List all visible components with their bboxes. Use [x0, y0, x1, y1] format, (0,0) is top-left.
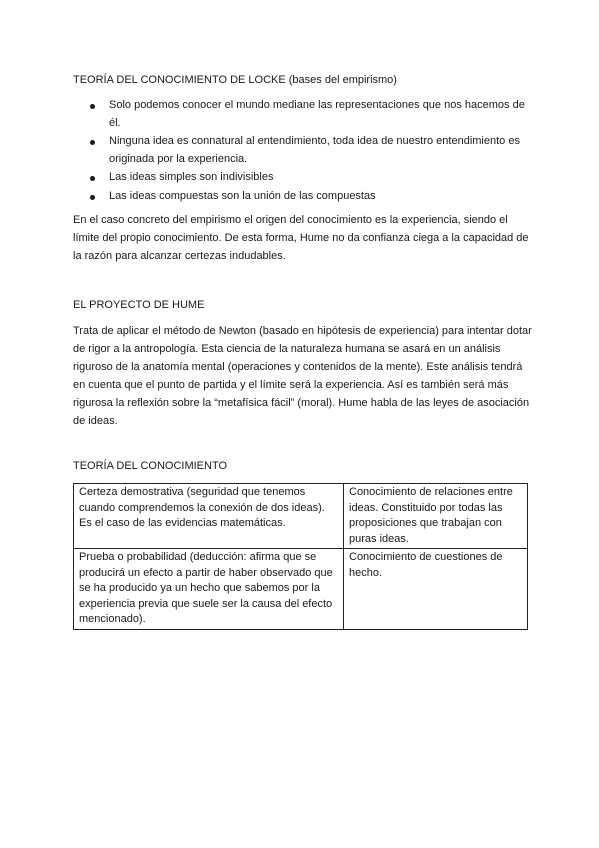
table-row [74, 549, 528, 630]
hume-paragraph: Trata de aplicar el método de Newton (basado en hipótesis de experiencia) para intentar dotar de rigor a la antropología. Esta ciencia de la naturaleza humana se asará en un análisis riguroso de la anatomía mental (operaciones y contenidos de la mente). Este análisis tendrá en cuenta que el punto de partida y el límite será la experiencia. Así es también será más rigurosa la reflexión sobre la “metafísica fácil” (moral). Hume habla de las leyes de asociación de ideas. [73, 325, 532, 427]
hume-section-title: EL PROYECTO DE HUME [73, 299, 205, 311]
table-row [74, 484, 528, 549]
bullet-icon [90, 176, 95, 181]
table-cell: Conocimiento de cuestiones de hecho. [344, 549, 528, 630]
table-cell: Conocimiento de relaciones entre ideas. Constituido por todas las proposiciones que trabajan con puras ideas. [344, 484, 528, 549]
empirismo-paragraph: En el caso concreto del empirismo el origen del conocimiento es la experiencia, siendo el límite del propio conocimiento. De esta forma, Hume no da confianza ciega a la capacidad de la razón para alcanzar certezas indudables. [73, 214, 529, 262]
bullet-icon [90, 140, 95, 145]
knowledge-table [73, 483, 528, 630]
bullet-text: Las ideas simples son indivisibles [109, 171, 274, 183]
list-item [73, 188, 533, 206]
list-item [73, 169, 533, 187]
table-cell: Certeza demostrativa (seguridad que tenemos cuando comprendemos la conexión de dos ideas). Es el caso de las evidencias matemáticas. [74, 484, 344, 549]
bullet-text: Las ideas compuestas son la unión de las compuestas [109, 189, 376, 202]
bullet-icon [90, 104, 95, 109]
locke-section-title: TEORÍA DEL CONOCIMIENTO DE LOCKE (bases del empirismo) [73, 74, 397, 86]
table-cell: Prueba o probabilidad (deducción: afirma que se producirá un efecto a partir de haber observado que se ha producido ya un hecho que sabemos por la experiencia previa que suele ser la causa del efecto mencionado). [74, 549, 344, 630]
conocimiento-section-title: TEORÍA DEL CONOCIMIENTO [73, 460, 228, 472]
locke-bullet-list [73, 97, 533, 206]
list-item [73, 133, 533, 168]
list-item [73, 97, 533, 132]
bullet-text: Solo podemos conocer el mundo mediane las representaciones que nos hacemos de él. [109, 99, 525, 129]
bullet-text: Ninguna idea es connatural al entendimiento, toda idea de nuestro entendimiento es originada por la experiencia. [109, 135, 520, 165]
bullet-icon [90, 195, 95, 200]
